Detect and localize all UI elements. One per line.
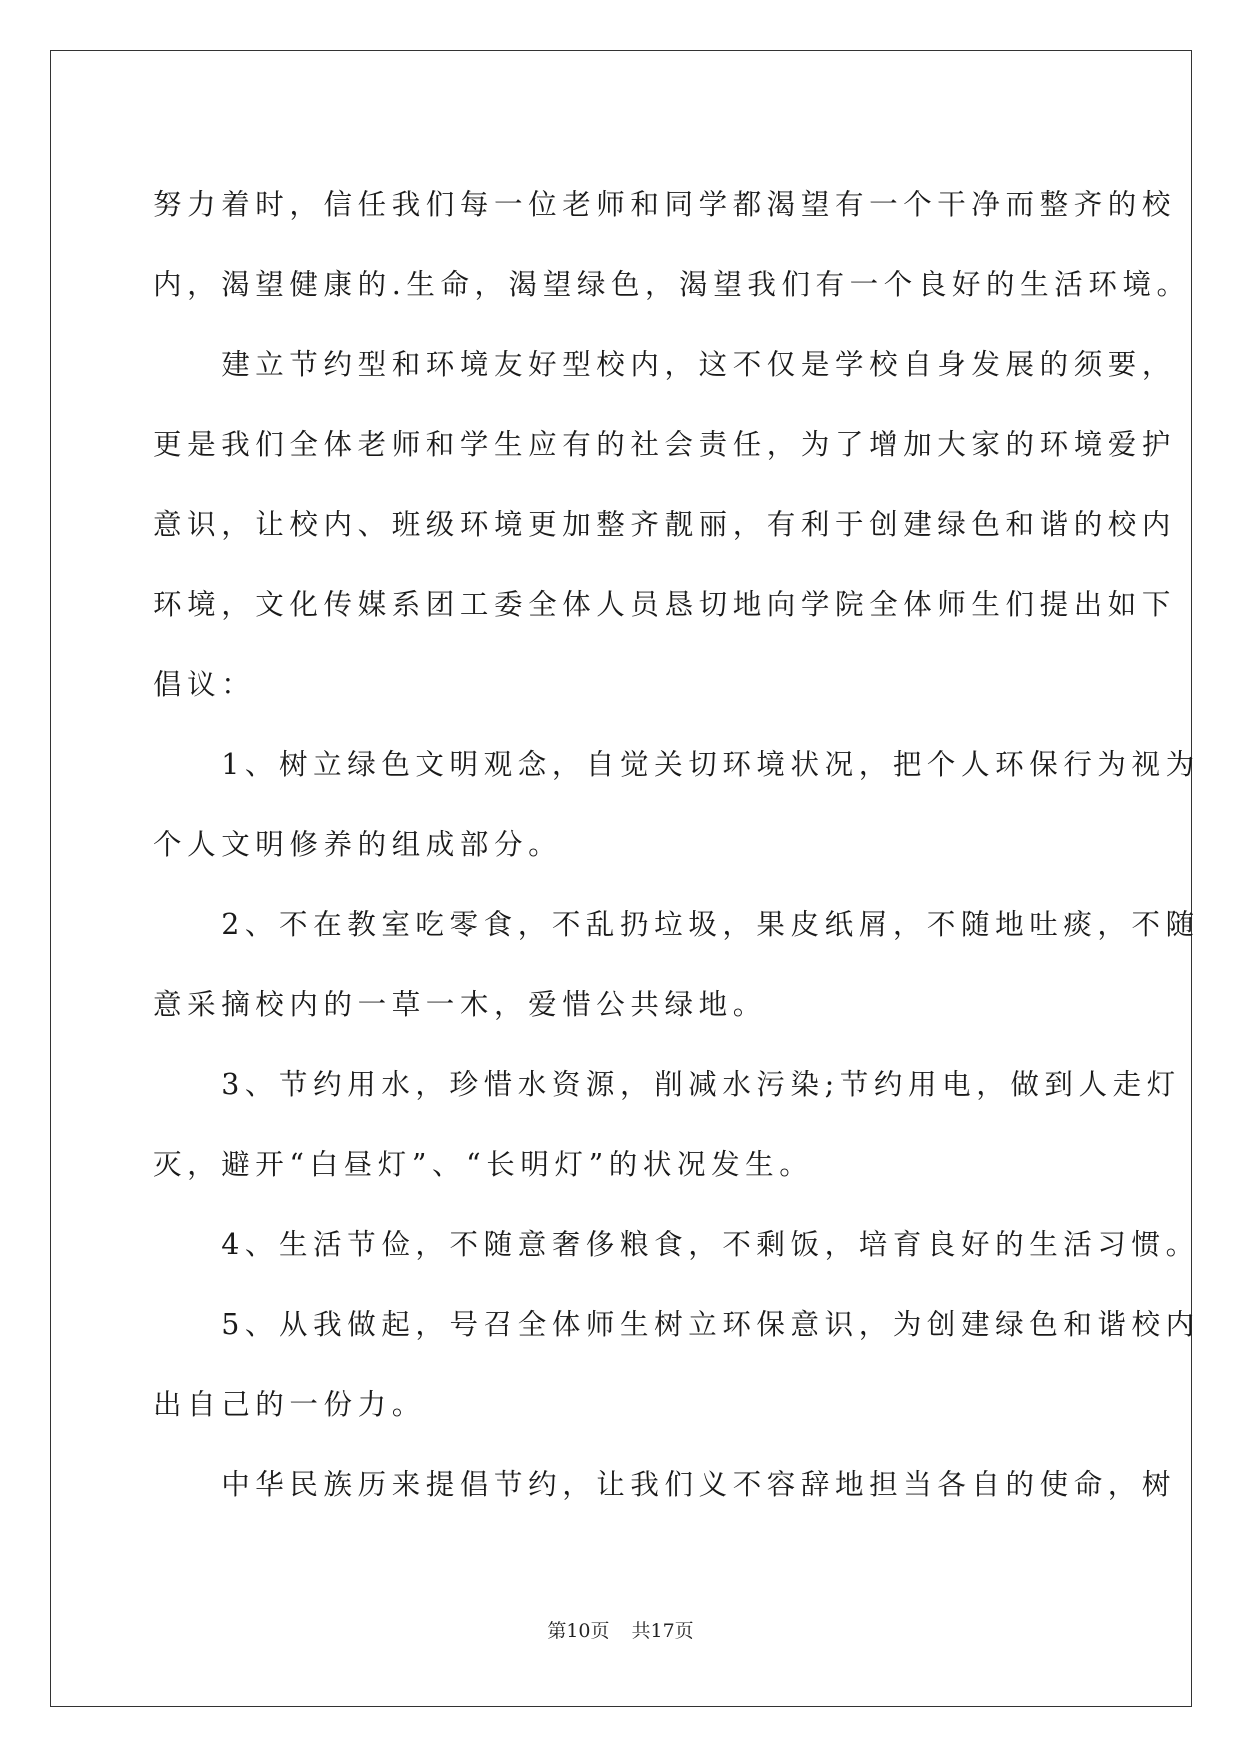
text-line: 灭，避开“白昼灯”、“长明灯”的状况发生。 bbox=[153, 1148, 814, 1181]
text-line: 内，渴望健康的.生命，渴望绿色，渴望我们有一个良好的生活环境。 bbox=[153, 268, 1191, 301]
text-line: 4、生活节俭，不随意奢侈粮食，不剩饭，培育良好的生活习惯。 bbox=[153, 1228, 1200, 1261]
text-line: 更是我们全体老师和学生应有的社会责任，为了增加大家的环境爱护 bbox=[153, 428, 1177, 461]
page-footer bbox=[0, 1616, 1241, 1643]
text-line: 中华民族历来提倡节约，让我们义不容辞地担当各自的使命，树 bbox=[153, 1468, 1177, 1501]
text-line: 倡议： bbox=[153, 668, 256, 701]
text-line: 1、树立绿色文明观念，自觉关切环境状况，把个人环保行为视为 bbox=[153, 748, 1200, 781]
document-body bbox=[153, 165, 1200, 1525]
text-line: 意采摘校内的一草一木，爱惜公共绿地。 bbox=[153, 988, 767, 1021]
text-line: 环境，文化传媒系团工委全体人员恳切地向学院全体师生们提出如下 bbox=[153, 588, 1177, 621]
page-number-current: 第10页 bbox=[547, 1620, 610, 1642]
text-line: 5、从我做起，号召全体师生树立环保意识，为创建绿色和谐校内 bbox=[153, 1308, 1200, 1341]
text-line: 建立节约型和环境友好型校内，这不仅是学校自身发展的须要， bbox=[153, 348, 1177, 381]
page-number-total: 共17页 bbox=[631, 1620, 694, 1642]
text-line: 出自己的一份力。 bbox=[153, 1388, 426, 1421]
text-line: 个人文明修养的组成部分。 bbox=[153, 828, 563, 861]
text-line: 努力着时，信任我们每一位老师和同学都渴望有一个干净而整齐的校 bbox=[153, 188, 1177, 221]
text-line: 3、节约用水，珍惜水资源，削减水污染;节约用电，做到人走灯 bbox=[153, 1068, 1181, 1101]
text-line: 2、不在教室吃零食，不乱扔垃圾，果皮纸屑，不随地吐痰，不随 bbox=[153, 908, 1200, 941]
text-line: 意识，让校内、班级环境更加整齐靓丽，有利于创建绿色和谐的校内 bbox=[153, 508, 1177, 541]
